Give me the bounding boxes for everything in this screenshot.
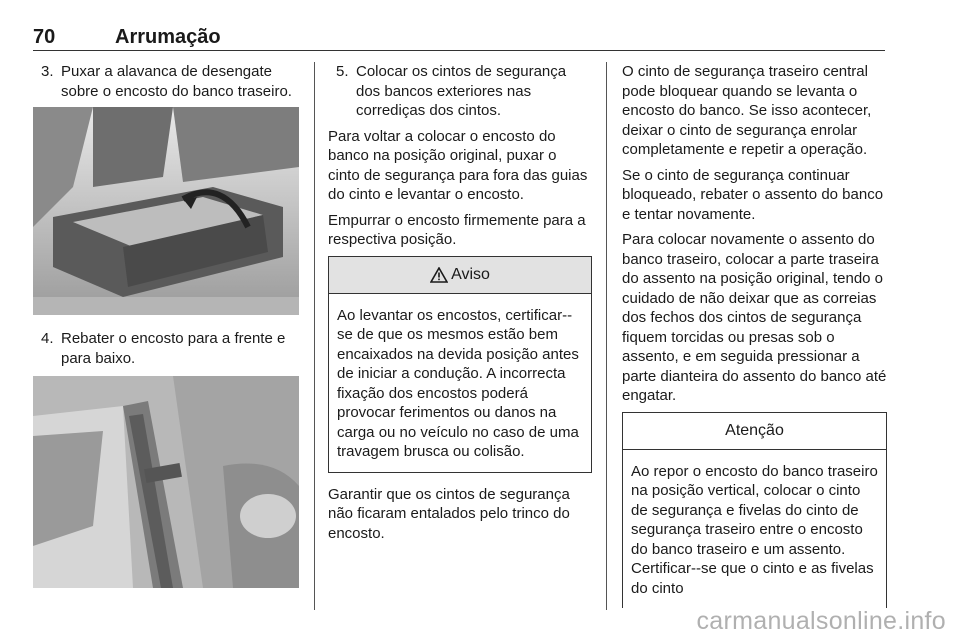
column-right (622, 62, 887, 608)
step-4 (33, 329, 299, 368)
paragraph: Para voltar a colocar o encosto do banco na posição original, puxar o cinto de segurança para fora das guias do cinto e levantar o encosto. (328, 127, 588, 203)
photo-seat-release-lever (33, 107, 299, 315)
warning-text: Ao levantar os encostos, certificar--se de que os mesmos estão bem encaixados na devida posição antes de iniciar a condução. A incorrecta fixação dos encostos poderá provocar ferimentos ou danos na carga ou no veículo no caso de uma travagem brusca ou colisão. (337, 306, 579, 460)
photo-seatbelt-guide (33, 376, 299, 588)
seat-release-illustration (33, 107, 299, 315)
step-5 (328, 62, 592, 121)
warning-triangle-icon (430, 267, 448, 283)
column-left (33, 62, 299, 588)
warning-header (329, 257, 591, 294)
step-text: Rebater o encosto para a frente e para baixo. (61, 330, 286, 367)
paragraph: Empurrar o encosto firmemente para a respectiva posição. (328, 211, 586, 248)
page-header (33, 22, 885, 51)
section-title: Arrumação (115, 26, 221, 48)
column-middle (328, 62, 592, 549)
watermark: carmanualsonline.info (696, 607, 946, 635)
step-number: 5. (336, 63, 349, 80)
column-divider (606, 62, 607, 610)
page-number: 70 (33, 26, 56, 48)
warning-title: Aviso (451, 265, 490, 283)
caution-text: Ao repor o encosto do banco traseiro na posição vertical, colocar o cinto de segurança e fivelas do cinto de segurança traseiro entre o encosto do banco traseiro e um assento. Certificar--se que o cinto e as fivelas do cinto (631, 462, 878, 597)
paragraph: Se o cinto de segurança continuar bloqueado, rebater o assento do banco e tentar novamente. (622, 166, 884, 223)
paragraph: Para colocar novamente o assento do banco traseiro, colocar a parte traseira do assento na posição original, tendo o cuidado de não deixar que as correias dos fechos dos cintos de segurança fiquem torcidas ou presas sob o assento, e em seguida pressionar a parte dianteira do assento do banco até engatar. (622, 231, 887, 404)
caution-header (623, 413, 886, 450)
step-text: Colocar os cintos de segurança dos bancos exteriores nas corrediças dos cintos. (356, 63, 567, 119)
warning-box (328, 256, 592, 473)
column-divider (314, 62, 315, 610)
paragraph: O cinto de segurança traseiro central pode bloquear quando se levanta o encosto do banco. Se isso acontecer, deixar o cinto de segurança enrolar completamente e repetir a operação. (622, 63, 872, 158)
caution-box (622, 412, 887, 609)
seatbelt-illustration (33, 376, 299, 588)
step-number: 4. (41, 330, 54, 347)
step-number: 3. (41, 63, 54, 80)
caution-title: Atenção (725, 421, 784, 439)
step-3 (33, 62, 299, 101)
paragraph: Garantir que os cintos de segurança não ficaram entalados pelo trinco do encosto. (328, 485, 570, 542)
step-text: Puxar a alavanca de desengate sobre o encosto do banco traseiro. (61, 63, 292, 100)
